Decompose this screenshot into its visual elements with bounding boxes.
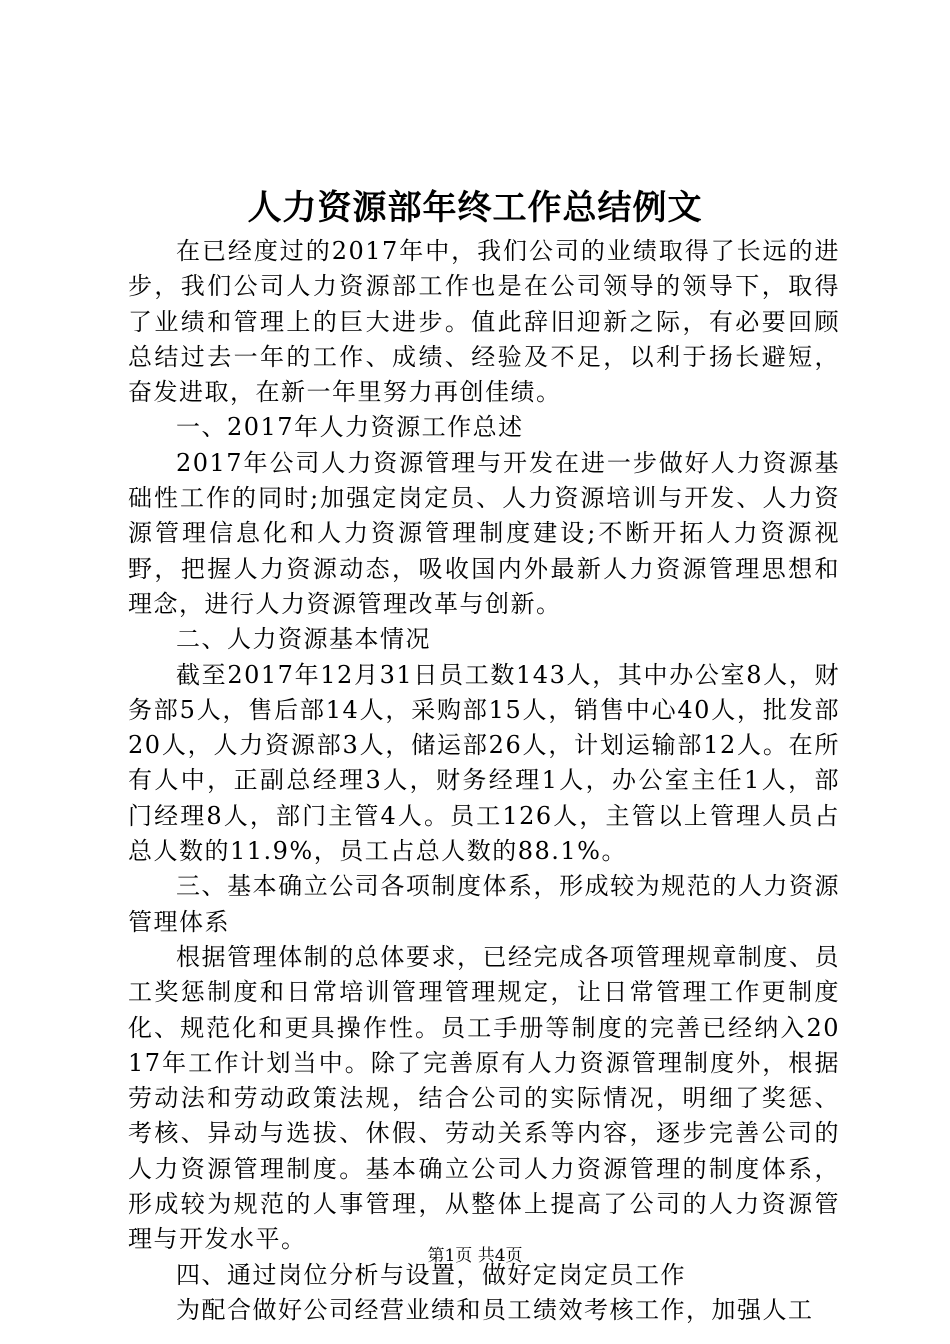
section-paragraph-3: 根据管理体制的总体要求，已经完成各项管理规章制度、员工奖惩制度和日常培训管理管理规定，让日常管理工作更制度化、规范化和更具操作性。员工手册等制度的完善已经纳入2017年工作计划当中。除了完善原有人力资源管理制度外，根据劳动法和劳动政策法规，结合公司的实际情况，明细了奖惩、考核、异动与选拔、休假、劳动关系等内容，逐步完善公司的人力资源管理制度。基本确立公司人力资源管理的制度体系，形成较为规范的人事管理，从整体上提高了公司的人力资源管理与开发水平。 [128,942,840,1254]
section-heading-4: 四、通过岗位分析与设置，做好定岗定员工作 [176,1260,686,1289]
section-heading-3: 三、基本确立公司各项制度体系，形成较为规范的人力资源管理体系 [128,872,840,936]
section-paragraph-1: 2017年公司人力资源管理与开发在进一步做好人力资源基础性工作的同时;加强定岗定员、人力资源培训与开发、人力资源管理信息化和人力资源管理制度建设;不断开拓人力资源视野，把握人力资源动态，吸收国内外最新人力资源管理思想和理念，进行人力资源管理改革与创新。 [128,448,840,618]
document-title: 人力资源部年终工作总结例文 [247,188,703,228]
section-heading-2: 二、人力资源基本情况 [176,625,431,654]
document-body [128,234,840,1328]
intro-paragraph: 在已经度过的2017年中，我们公司的业绩取得了长远的进步，我们公司人力资源部工作也是在公司领导的领导下，取得了业绩和管理上的巨大进步。值此辞旧迎新之际，有必要回顾总结过去一年的工作、成绩、经验及不足，以利于扬长避短，奋发进取，在新一年里努力再创佳绩。 [128,237,840,407]
section-paragraph-2: 截至2017年12月31日员工数143人，其中办公室8人，财务部5人，售后部14人，采购部15人，销售中心40人，批发部20人，人力资源部3人，储运部26人，计划运输部12人。在所有人中，正副总经理3人，财务经理1人，办公室主任1人，部门经理8人，部门主管4人。员工126人，主管以上管理人员占总人数的11.9%，员工占总人数的88.1%。 [128,660,840,866]
page-footer: 第1页 共4页 [427,1246,523,1266]
section-paragraph-4: 为配合做好公司经营业绩和员工绩效考核工作，加强人工 [176,1295,814,1324]
section-heading-1: 一、2017年人力资源工作总述 [176,413,524,442]
